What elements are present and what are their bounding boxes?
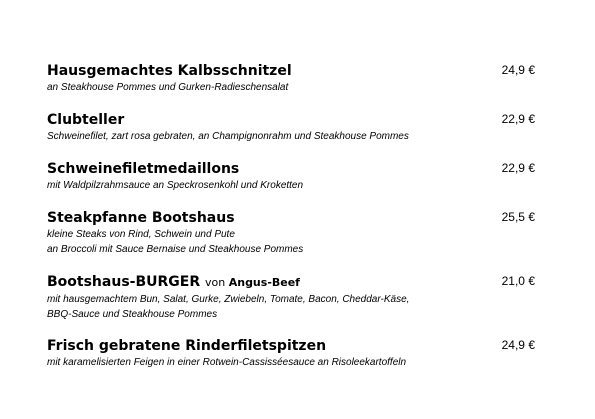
menu-item-schweinefiletmedaillons: [47, 160, 547, 193]
dish-description: an Steakhouse Pommes und Gurken-Radieschensalat: [47, 82, 289, 93]
dish-description: kleine Steaks von Rind, Schwein und Pute: [47, 229, 235, 240]
menu-item-burger: [47, 273, 547, 322]
dish-title-line: [47, 273, 547, 292]
dish-description: mit karamelisierten Feigen in einer Rotwein-Cassisséesauce an Risoleekartoffeln: [47, 357, 407, 368]
dish-title-suffix: Angus-Beef: [228, 276, 300, 289]
dish-title-von: von Angus-Beef: [205, 276, 300, 289]
menu-item-kalbsschnitzel: [47, 62, 547, 95]
menu-item-rinderfiletspitzen: [47, 337, 547, 370]
dish-title: Hausgemachtes Kalbsschnitzel: [47, 63, 292, 79]
dish-title: Schweinefiletmedaillons: [47, 161, 240, 177]
dish-price: 25,5 €: [501, 210, 535, 224]
dish-title: Bootshaus-BURGER: [47, 274, 201, 290]
dish-price: 24,9 €: [501, 63, 535, 77]
dish-price: 22,9 €: [501, 161, 535, 175]
dish-description: an Broccoli mit Sauce Bernaise und Steakhouse Pommes: [47, 244, 304, 255]
dish-description: mit hausgemachtem Bun, Salat, Gurke, Zwiebeln, Tomate, Bacon, Cheddar-Käse,: [47, 294, 410, 305]
dish-title: Frisch gebratene Rinderfiletspitzen: [47, 338, 327, 354]
dish-description: mit Waldpilzrahmsauce an Speckrosenkohl und Kroketten: [47, 180, 304, 191]
dish-description: BBQ-Sauce und Steakhouse Pommes: [47, 309, 218, 320]
menu-item-clubteller: [47, 111, 547, 144]
dish-price: 21,0 €: [501, 274, 535, 288]
menu: [47, 0, 547, 419]
dish-description: Schweinefilet, zart rosa gebraten, an Champignonrahm und Steakhouse Pommes: [47, 131, 409, 142]
menu-item-steakpfanne: [47, 209, 547, 257]
dish-price: 22,9 €: [501, 112, 535, 126]
dish-title: Steakpfanne Bootshaus: [47, 210, 235, 226]
dish-price: 24,9 €: [501, 338, 535, 352]
dish-title: Clubteller: [47, 112, 125, 128]
